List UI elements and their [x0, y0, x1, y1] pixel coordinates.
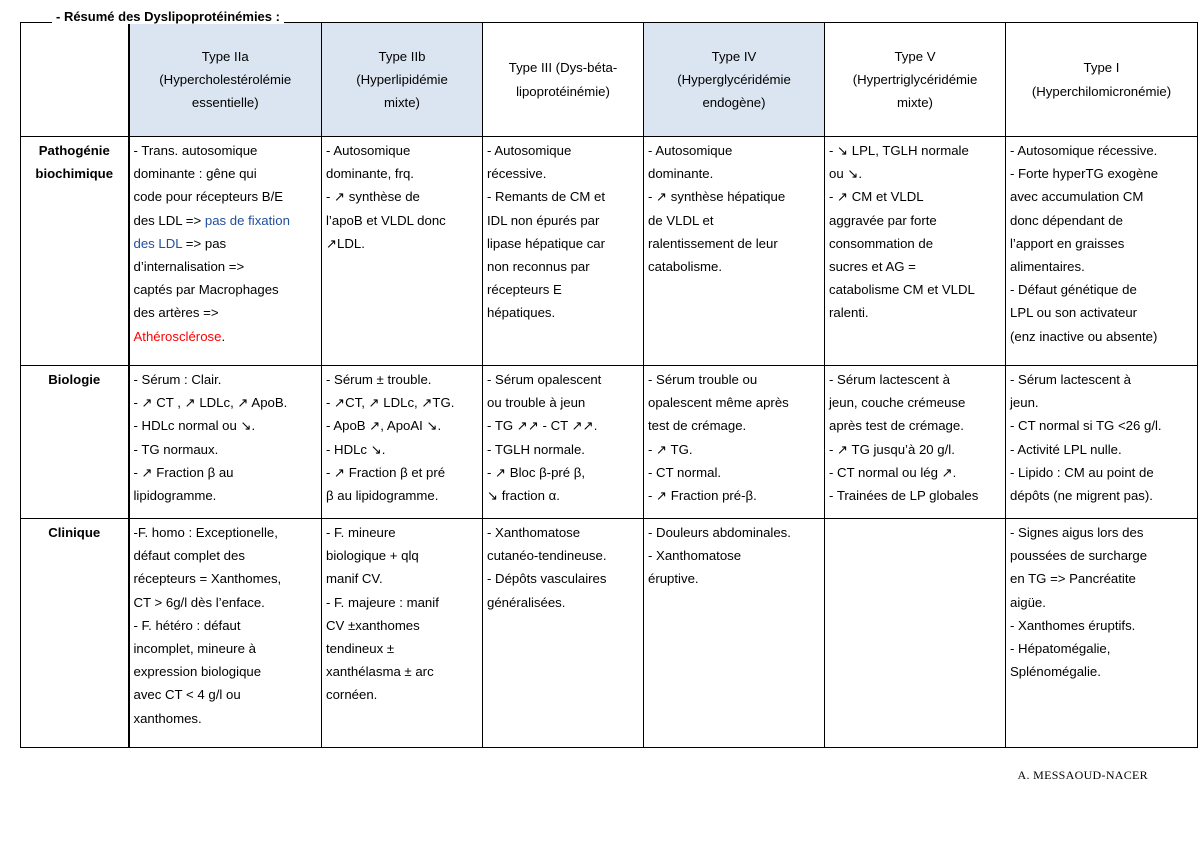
cell-line: - Activité LPL nulle.: [1010, 441, 1122, 457]
cell-line: l’apport en graisses: [1010, 235, 1125, 251]
cell-line: - Lipido : CM au point de: [1010, 464, 1154, 480]
cell-line: poussées de surcharge: [1010, 548, 1148, 564]
row-clinique: [21, 519, 1198, 748]
header-type-iv: Type IV (Hyperglycéridémie endogène): [644, 23, 825, 137]
cell-line: - CT normal ou lég ↗.: [829, 464, 957, 480]
cell-clin-iv: [644, 519, 825, 748]
cell-line: test de crémage.: [648, 418, 747, 434]
page-title: - Résumé des Dyslipoprotéinémies :: [52, 9, 284, 24]
cell-patho-v: [825, 137, 1006, 366]
cell-line: cornéen.: [326, 687, 378, 703]
cell-line: avec accumulation CM: [1010, 189, 1144, 205]
cell-line: LPL ou son activateur: [1010, 305, 1138, 321]
cell-line: - Remants de CM et: [487, 189, 605, 205]
cell-line: ou ↘.: [829, 166, 863, 182]
cell-line: xanthélasma ± arc: [326, 664, 434, 680]
cell-line: - ApoB ↗, ApoAI ↘.: [326, 418, 442, 434]
cell-line: - Défaut génétique de: [1010, 282, 1137, 298]
cell-line: lipidogramme.: [133, 488, 217, 504]
cell-line: généralisées.: [487, 594, 566, 610]
cell-line: - ↗ CM et VLDL: [829, 189, 924, 205]
cell-line: non reconnus par: [487, 259, 590, 275]
cell-line: - ↗ Fraction β au: [133, 464, 234, 480]
row-label-pathogenie: Pathogénie biochimique: [21, 137, 129, 366]
cell-line: ↗LDL.: [326, 235, 365, 251]
cell-line: - F. majeure : manif: [326, 594, 439, 610]
cell-line: récepteurs E: [487, 282, 562, 298]
dyslipoproteinemia-table: [20, 22, 1198, 748]
cell-bio-iii: [483, 366, 644, 519]
cell-line: - Dépôts vasculaires: [487, 571, 607, 587]
cell-clin-iib: [322, 519, 483, 748]
cell-line: - Sérum ± trouble.: [326, 372, 432, 387]
cell-line: - HDLc ↘.: [326, 441, 386, 457]
row-label-biologie: Biologie: [21, 366, 129, 519]
header-type-iib: Type IIb (Hyperlipidémie mixte): [322, 23, 483, 137]
cell-line: ↘ fraction α.: [487, 488, 560, 504]
cell-line: cutanéo-tendineuse.: [487, 548, 607, 564]
cell-line: défaut complet des: [133, 548, 245, 564]
cell-line: (enz inactive ou absente): [1010, 328, 1158, 344]
cell-line: - Forte hyperTG exogène: [1010, 166, 1159, 182]
cell-line: alimentaires.: [1010, 259, 1085, 275]
cell-patho-iib: [322, 137, 483, 366]
cell-line: avec CT < 4 g/l ou: [133, 687, 241, 703]
cell-line: - TGLH normale.: [487, 441, 585, 457]
header-type-iia: Type IIa (Hypercholestérolémie essentielle): [129, 23, 322, 137]
row-biologie: [21, 366, 1198, 519]
cell-line: dépôts (ne migrent pas).: [1010, 488, 1153, 504]
cell-clin-v: [825, 519, 1006, 748]
cell-line: - ↘ LPL, TGLH normale: [829, 143, 969, 158]
cell-line: - CT normal si TG <26 g/l.: [1010, 418, 1162, 434]
cell-bio-iv: [644, 366, 825, 519]
cell-line: - ↗ synthèse de: [326, 189, 420, 205]
cell-line: - Signes aigus lors des: [1010, 525, 1144, 540]
cell-line: aggravée par forte: [829, 212, 937, 228]
cell-line: - Hépatomégalie,: [1010, 641, 1111, 657]
cell-line: dominante.: [648, 166, 714, 182]
cell-line: xanthomes.: [133, 710, 202, 726]
cell-line: - ↗ synthèse hépatique: [648, 189, 786, 205]
cell-bio-v: [825, 366, 1006, 519]
cell-line: - Xanthomatose: [487, 525, 581, 540]
cell-line: - F. hétéro : défaut: [133, 617, 241, 633]
cell-line: - Autosomique récessive.: [1010, 143, 1158, 158]
cell-line: - Xanthomes éruptifs.: [1010, 617, 1136, 633]
cell-line: aigüe.: [1010, 594, 1046, 610]
cell-line: catabolisme.: [648, 259, 723, 275]
cell-line: ou trouble à jeun: [487, 395, 586, 411]
cell-line: biologique + qlq: [326, 548, 419, 564]
cell-line: - Sérum lactescent à: [1010, 372, 1131, 387]
cell-line: Splénomégalie.: [1010, 664, 1101, 680]
cell-line: - CT normal.: [648, 464, 722, 480]
cell-line: opalescent même après: [648, 395, 789, 411]
cell-line: donc dépendant de: [1010, 212, 1123, 228]
cell-line: sucres et AG =: [829, 259, 916, 275]
cell-line: - F. mineure: [326, 525, 396, 540]
cell-line: récessive.: [487, 166, 547, 182]
cell-line: - TG ↗↗ - CT ↗↗.: [487, 418, 598, 434]
cell-line: ralentissement de leur: [648, 235, 778, 251]
cell-line: - Autosomique: [648, 143, 733, 158]
cell-line: après test de crémage.: [829, 418, 964, 434]
cell-line: catabolisme CM et VLDL: [829, 282, 975, 298]
cell-line: consommation de: [829, 235, 934, 251]
row-label-clinique: Clinique: [21, 519, 129, 748]
cell-line: de VLDL et: [648, 212, 714, 228]
corner-cell: [21, 23, 129, 137]
cell-line: hépatiques.: [487, 305, 556, 321]
cell-line: β au lipidogramme.: [326, 488, 439, 504]
cell-patho-iii: [483, 137, 644, 366]
cell-line: tendineux ±: [326, 641, 395, 657]
cell-bio-iib: [322, 366, 483, 519]
cell-patho-iv: [644, 137, 825, 366]
cell-line: dominante, frq.: [326, 166, 414, 182]
cell-line: - ↗ Fraction β et pré: [326, 464, 446, 480]
cell-line: jeun.: [1010, 395, 1039, 411]
cell-line: - Sérum opalescent: [487, 372, 602, 387]
cell-line: IDL non épurés par: [487, 212, 600, 228]
cell-line: manif CV.: [326, 571, 383, 587]
header-row: [21, 23, 1198, 137]
cell-line: - Sérum : Clair.: [133, 372, 222, 387]
cell-line: incomplet, mineure à: [133, 641, 256, 657]
cell-patho-iia: - Trans. autosomique dominante : gêne qui code pour récepteurs B/E des LDL => pas de fixation des LDL => pas d’internalisation => captés par Macrophages des artères => Athérosclérose.: [129, 137, 322, 366]
cell-line: - Sérum lactescent à: [829, 372, 950, 387]
cell-line: éruptive.: [648, 571, 699, 587]
author-signature: A. MESSAOUD-NACER: [1017, 768, 1148, 782]
highlight-blue-text: des LDL: [133, 235, 183, 251]
cell-line: l’apoB et VLDL donc: [326, 212, 446, 228]
cell-line: - ↗ TG jusqu’à 20 g/l.: [829, 441, 955, 457]
cell-bio-iia: [129, 366, 322, 519]
cell-line: en TG => Pancréatite: [1010, 571, 1136, 587]
cell-line: - ↗ Fraction pré-β.: [648, 488, 757, 504]
cell-line: CV ±xanthomes: [326, 617, 420, 633]
cell-line: - ↗CT, ↗ LDLc, ↗TG.: [326, 395, 455, 411]
cell-line: - Autosomique: [487, 143, 572, 158]
cell-patho-i: [1006, 137, 1198, 366]
cell-line: expression biologique: [133, 664, 262, 680]
cell-bio-i: [1006, 366, 1198, 519]
cell-line: récepteurs = Xanthomes,: [133, 571, 282, 587]
cell-line: ralenti.: [829, 305, 869, 321]
cell-line: - TG normaux.: [133, 441, 219, 457]
cell-clin-iii: [483, 519, 644, 748]
cell-line: CT > 6g/l dès l’enface.: [133, 594, 265, 610]
highlight-red-text: Athérosclérose: [133, 328, 222, 344]
cell-line: - Autosomique: [326, 143, 411, 158]
cell-clin-i: [1006, 519, 1198, 748]
cell-line: - ↗ TG.: [648, 441, 693, 457]
cell-line: - Trainées de LP globales: [829, 488, 979, 504]
header-type-v: Type V (Hypertriglycéridémie mixte): [825, 23, 1006, 137]
cell-line: - Xanthomatose: [648, 548, 742, 564]
header-type-iii: Type III (Dys-béta- lipoprotéinémie): [483, 23, 644, 137]
cell-clin-iia: [129, 519, 322, 748]
cell-line: - Douleurs abdominales.: [648, 525, 791, 540]
cell-line: - Sérum trouble ou: [648, 372, 758, 387]
header-type-i: Type I (Hyperchilomicronémie): [1006, 23, 1198, 137]
cell-line: - ↗ CT , ↗ LDLc, ↗ ApoB.: [133, 395, 288, 411]
row-pathogenie: [21, 137, 1198, 366]
cell-line: - ↗ Bloc β-pré β,: [487, 464, 586, 480]
cell-line: jeun, couche crémeuse: [829, 395, 966, 411]
cell-line: -F. homo : Exceptionelle,: [133, 525, 278, 540]
cell-line: - HDLc normal ou ↘.: [133, 418, 256, 434]
highlight-blue-text: pas de fixation: [204, 212, 290, 228]
cell-line: lipase hépatique car: [487, 235, 606, 251]
